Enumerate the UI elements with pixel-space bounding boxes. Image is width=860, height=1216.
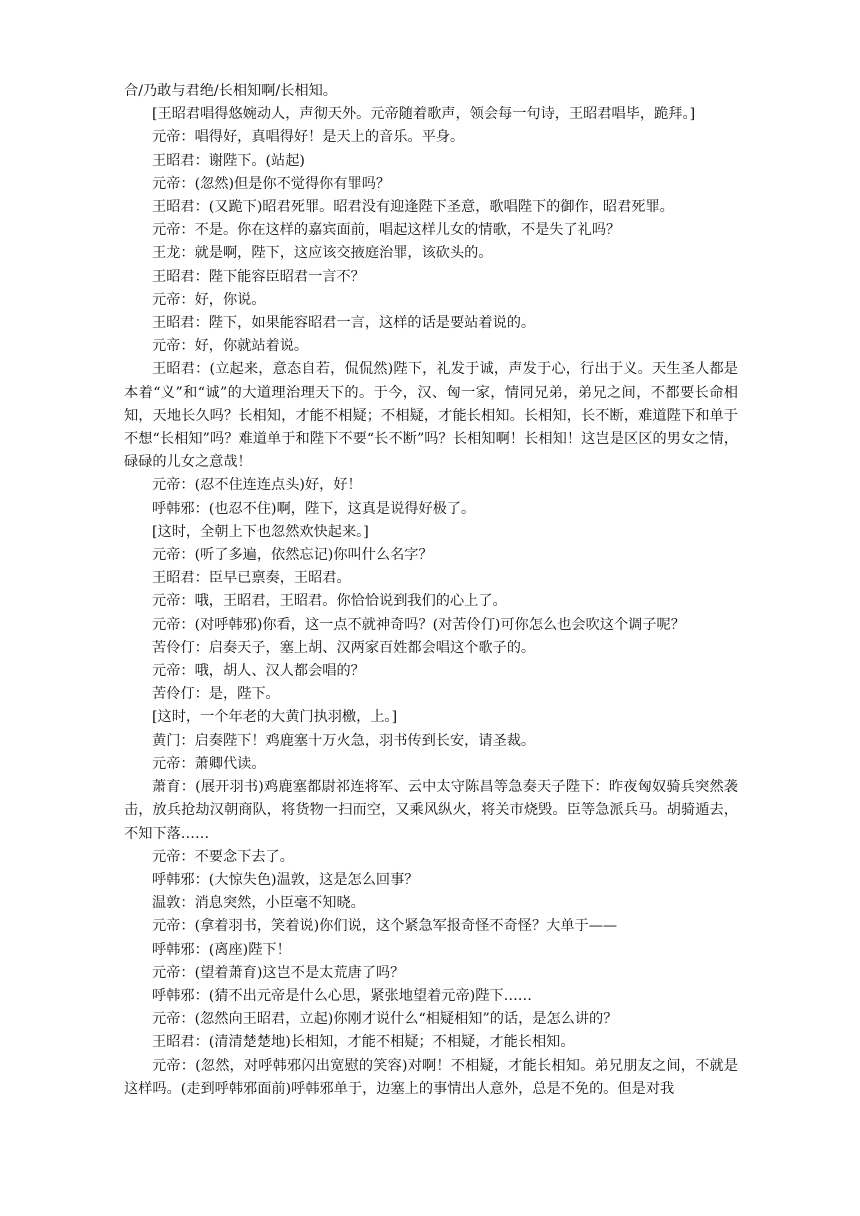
script-paragraph: [王昭君唱得悠婉动人，声彻天外。元帝随着歌声，领会每一句诗，王昭君唱毕，跪拜。]	[152, 106, 696, 123]
script-paragraph: 元帝：(忽然向王昭君，立起)你刚才说什么“相疑相知”的话，是怎么讲的？	[152, 1011, 618, 1028]
script-paragraph: 王昭君：(清清楚楚地)长相知，才能不相疑；不相疑，才能长相知。	[152, 1034, 575, 1051]
script-paragraph: 元帝：(对呼韩邪)你看，这一点不就神奇吗？(对苦伶仃)可你怎么也会吹这个调子呢？	[152, 616, 685, 633]
script-paragraph: 元帝：好，你说。	[152, 291, 266, 308]
script-paragraph: 王昭君：(立起来，意态自若，侃侃然)陛下，礼发于诚，声发于心，行出于义。天生圣人都是本着“义”和“诚”的大道理治理天下的。于今，汉、匈一家，情同兄弟，弟兄之间，不都要长命相知，天地长久吗？长相知，才能不相疑；不相疑，才能长相知。长相知，长不断，难道陛下和单于不想“长相知”吗？难道单于和陛下不要“长不断”吗？长相知啊！长相知！这岂是区区的男女之情，碌碌的儿女之意哉！	[124, 361, 738, 471]
script-paragraph: [这时，全朝上下也忽然欢快起来。]	[152, 523, 369, 540]
script-paragraph: 元帝：不是。你在这样的嘉宾面前，唱起这样儿女的情歌，不是失了礼吗？	[152, 222, 621, 239]
script-paragraph: 元帝：(忽然，对呼韩邪闪出宽慰的笑容)对啊！不相疑，才能长相知。弟兄朋友之间，不就是这样吗。(走到呼韩邪面前)呼韩邪单于，边塞上的事情出人意外，总是不免的。但是对我	[124, 1057, 738, 1097]
script-paragraph: 苦伶仃：启奏天子，塞上胡、汉两家百姓都会唱这个歌子的。	[152, 639, 536, 656]
script-paragraph: [这时，一个年老的大黄门执羽檄，上。]	[152, 709, 398, 726]
script-paragraph: 元帝：唱得好，真唱得好！是天上的音乐。平身。	[152, 129, 465, 146]
script-paragraph: 呼韩邪：(大惊失色)温敦，这是怎么回事？	[152, 871, 419, 888]
script-paragraph: 萧育：(展开羽书)鸡鹿塞都尉祁连将军、云中太守陈昌等急奏天子陛下：昨夜匈奴骑兵突然袭击，放兵抢劫汉朝商队，将货物一扫而空，又乘风纵火，将关市烧毁。臣等急派兵马。胡骑遁去，不知下落……	[124, 779, 738, 842]
script-paragraph: 呼韩邪：(离座)陛下！	[152, 941, 291, 958]
script-paragraph: 王昭君：臣早已禀奏，王昭君。	[152, 570, 351, 587]
script-paragraph: 呼韩邪：(也忍不住)啊，陛下，这真是说得好极了。	[152, 500, 476, 517]
script-paragraph: 元帝：好，你就站着说。	[152, 338, 309, 355]
script-paragraph: 元帝：哦，王昭君，王昭君。你恰恰说到我们的心上了。	[152, 593, 507, 610]
script-paragraph: 王昭君：陛下，如果能容昭君一言，这样的话是要站着说的。	[152, 315, 536, 332]
script-paragraph: 元帝：(忽然)但是你不觉得你有罪吗？	[152, 175, 391, 192]
script-paragraph: 元帝：(望着萧育)这岂不是太荒唐了吗？	[152, 964, 405, 981]
script-paragraph: 元帝：(听了多遍，依然忘记)你叫什么名字？	[152, 547, 433, 564]
script-paragraph: 王昭君：陛下能容臣昭君一言不？	[152, 268, 365, 285]
script-page	[124, 80, 738, 1101]
script-paragraph: 元帝：(拿着羽书，笑着说)你们说，这个紧急军报奇怪不奇怪？大单于——	[152, 918, 618, 935]
script-paragraph: 黄门：启奏陛下！鸡鹿塞十万火急，羽书传到长安，请圣裁。	[152, 732, 536, 749]
script-paragraph: 王昭君：谢陛下。(站起)	[152, 152, 305, 169]
script-paragraph: 元帝：不要念下去了。	[152, 848, 294, 865]
script-paragraph: 呼韩邪：(猜不出元帝是什么心思，紧张地望着元帝)陛下……	[152, 987, 532, 1004]
script-paragraph: 合/乃敢与君绝/长相知啊/长相知。	[124, 83, 337, 99]
script-paragraph: 元帝：萧卿代读。	[152, 755, 266, 772]
script-paragraph: 王昭君：(又跪下)昭君死罪。昭君没有迎逢陛下圣意，歌唱陛下的御作，昭君死罪。	[152, 199, 674, 216]
script-paragraph: 苦伶仃：是，陛下。	[152, 686, 280, 703]
script-paragraph: 元帝：(忍不住连连点头)好，好！	[152, 477, 362, 494]
script-paragraph: 温敦：消息突然，小臣毫不知晓。	[152, 895, 365, 912]
script-paragraph: 王龙：就是啊，陛下，这应该交掖庭治罪，该砍头的。	[152, 245, 493, 262]
script-paragraph: 元帝：哦，胡人、汉人都会唱的？	[152, 663, 365, 680]
